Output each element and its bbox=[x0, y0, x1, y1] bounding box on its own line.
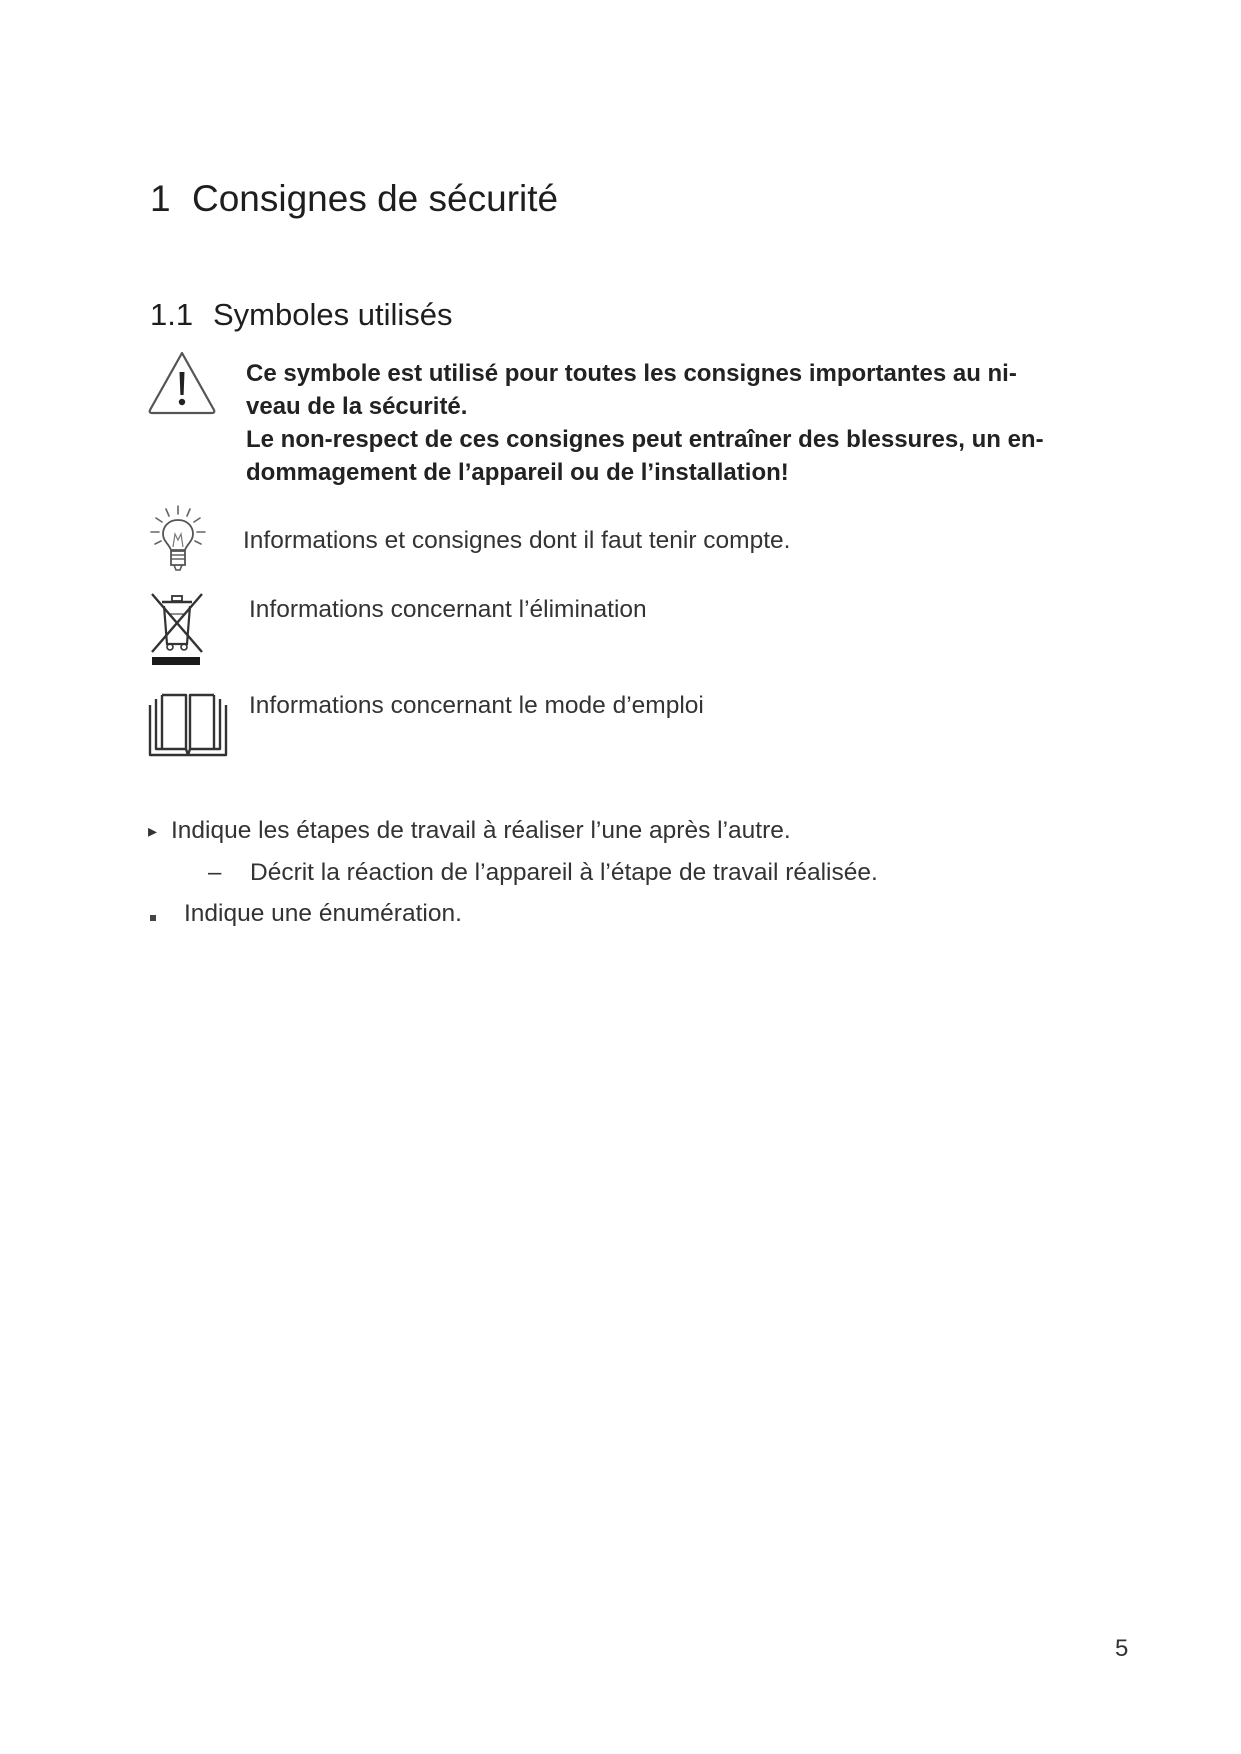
reaction-description: Décrit la réaction de l’appareil à l’étape de travail réalisée. bbox=[250, 859, 878, 886]
warning-line-3: Le non-respect de ces consignes peut entraîner des blessures, un en- bbox=[246, 426, 1044, 453]
subsection-title: Symboles utilisés bbox=[213, 297, 453, 332]
subsection-number: 1.1 bbox=[150, 297, 194, 332]
warning-line-4: dommagement de l’appareil ou de l’installation! bbox=[246, 459, 789, 486]
open-book-icon bbox=[146, 687, 230, 759]
manual-description: Informations concernant le mode d’emploi bbox=[249, 692, 704, 719]
crossed-bin-icon bbox=[148, 590, 206, 666]
step-marker-icon: ▸ bbox=[148, 821, 158, 841]
warning-line-2: veau de la sécurité. bbox=[246, 393, 468, 420]
bullet-square-icon bbox=[150, 915, 156, 921]
section-number: 1 bbox=[150, 178, 171, 219]
disposal-description: Informations concernant l’élimination bbox=[249, 596, 647, 623]
enumeration-description: Indique une énumération. bbox=[184, 900, 462, 927]
info-description: Informations et consignes dont il faut tenir compte. bbox=[243, 527, 791, 554]
step-description: Indique les étapes de travail à réaliser l’une après l’autre. bbox=[171, 817, 791, 844]
warning-triangle-icon bbox=[146, 348, 218, 416]
warning-line-1: Ce symbole est utilisé pour toutes les consignes importantes au ni- bbox=[246, 360, 1017, 387]
warning-description bbox=[246, 357, 1146, 489]
section-heading bbox=[150, 174, 558, 224]
lightbulb-icon bbox=[146, 504, 210, 576]
section-title: Consignes de sécurité bbox=[192, 178, 559, 219]
page-number: 5 bbox=[1115, 1635, 1129, 1662]
subsection-heading bbox=[150, 294, 452, 336]
reaction-marker: – bbox=[208, 859, 222, 886]
